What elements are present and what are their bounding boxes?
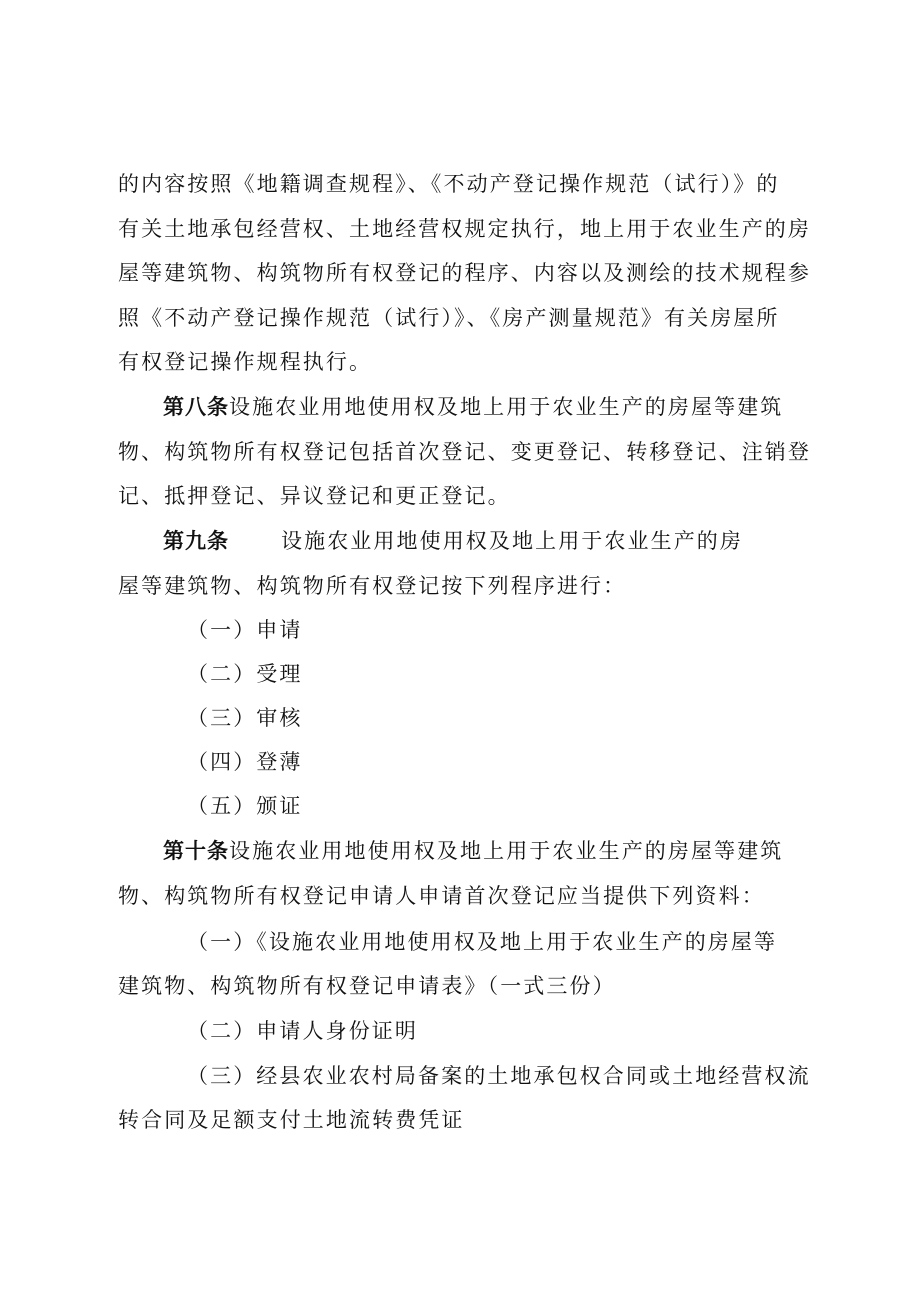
list-item: （二）受理	[187, 662, 303, 686]
list-item: （一）申请	[187, 618, 303, 642]
paragraph-line: 物、构筑物所有权登记包括首次登记、变更登记、转移登记、注销登	[118, 440, 811, 464]
paragraph-line: 屋等建筑物、构筑物所有权登记的程序、内容以及测绘的技术规程参	[118, 261, 811, 285]
paragraph-line: 照《不动产登记操作规范（试行）》、《房产测量规范》有关房屋所	[118, 306, 780, 330]
list-item: （二）申请人身份证明	[187, 1019, 418, 1043]
list-item: （三）审核	[187, 706, 303, 730]
list-item: （四）登薄	[187, 750, 303, 774]
paragraph-line: 的内容按照《地籍调查规程》、《不动产登记操作规范（试行）》的	[118, 172, 780, 196]
article-9-text: 设施农业用地使用权及地上用于农业生产的房	[281, 529, 743, 553]
article-8-heading: 第八条	[163, 395, 229, 419]
paragraph-line: 物、构筑物所有权登记申请人申请首次登记应当提供下列资料：	[118, 884, 765, 908]
list-item: （五）颁证	[187, 794, 303, 818]
paragraph-line: 建筑物、构筑物所有权登记申请表》（一式三份）	[118, 974, 616, 998]
paragraph-line: 有关土地承包经营权、土地经营权规定执行，地上用于农业生产的房	[118, 217, 811, 241]
paragraph-line: 记、抵押登记、异议登记和更正登记。	[118, 484, 511, 508]
article-10-heading: 第十条	[163, 839, 229, 863]
article-9-heading: 第九条	[163, 529, 229, 553]
list-item: （一）《设施农业用地使用权及地上用于农业生产的房屋等	[187, 930, 778, 954]
article-8-text: 设施农业用地使用权及地上用于农业生产的房屋等建筑	[229, 395, 784, 419]
paragraph-line: 有权登记操作规程执行。	[118, 350, 373, 374]
paragraph-line: 屋等建筑物、构筑物所有权登记按下列程序进行：	[118, 574, 627, 598]
list-item: （三）经县农业农村局备案的土地承包权合同或土地经营权流	[187, 1064, 811, 1088]
article-10-first-line	[163, 835, 783, 867]
article-9-first-line	[163, 525, 743, 557]
article-10-text: 设施农业用地使用权及地上用于农业生产的房屋等建筑	[229, 839, 784, 863]
paragraph-line: 转合同及足额支付土地流转费凭证	[118, 1108, 465, 1132]
article-8-first-line	[163, 391, 783, 423]
